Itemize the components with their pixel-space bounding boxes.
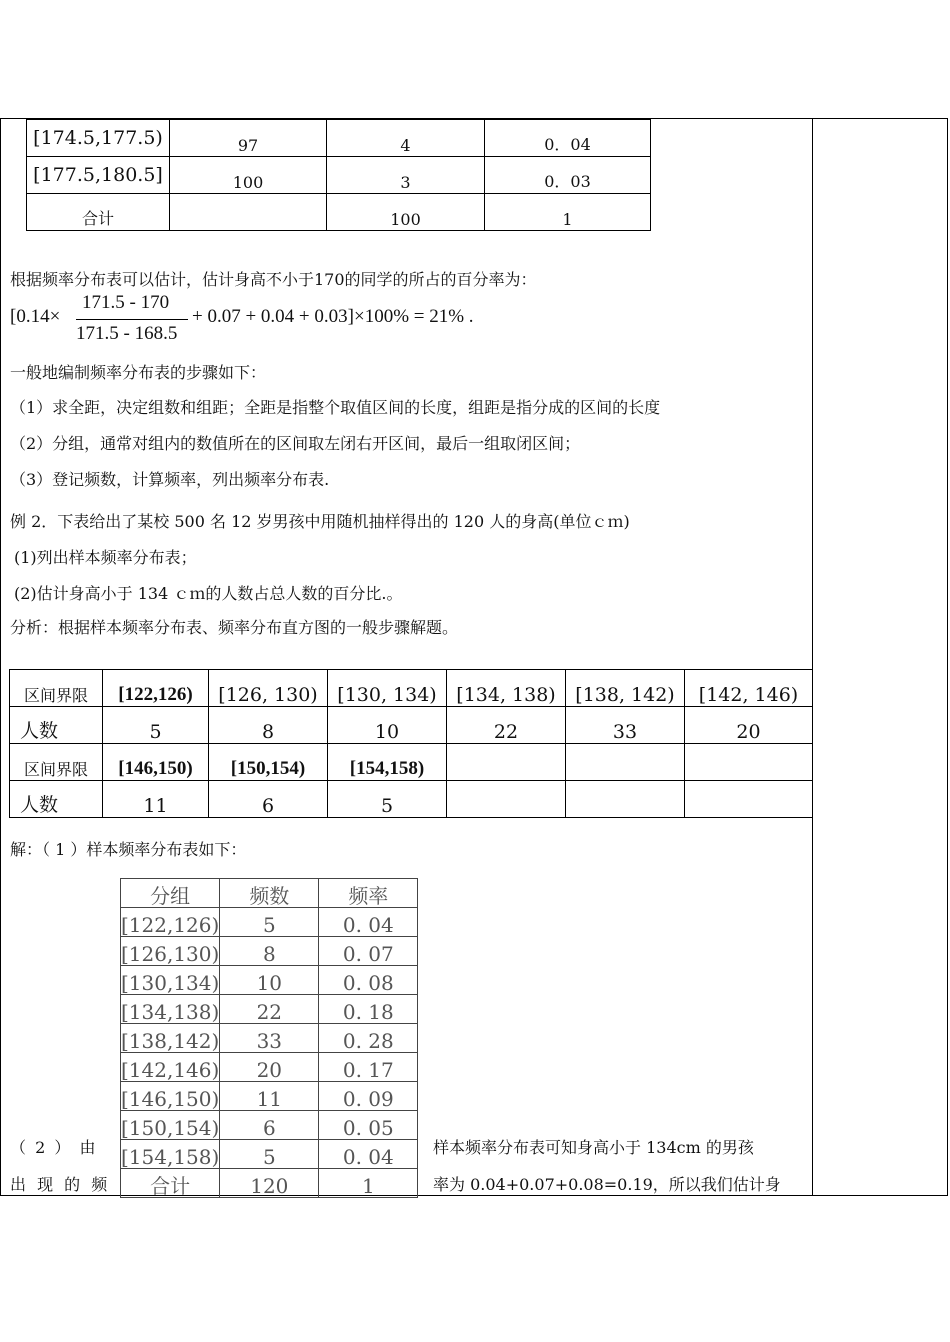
freq-cell: 0. 08: [319, 966, 418, 995]
freq-cell: 1: [485, 194, 651, 231]
steps-title: 一般地编制频率分布表的步骤如下：: [10, 363, 267, 382]
interval-cell: [146,150): [103, 744, 209, 781]
table-row: [121, 1140, 418, 1169]
freq-cell: 0. 07: [319, 937, 418, 966]
count-cell: 33: [220, 1024, 319, 1053]
freq-cell: 0. 05: [319, 1111, 418, 1140]
example-height-table: [9, 669, 813, 818]
top-frequency-table: [26, 119, 651, 231]
group-cell: [138,142): [121, 1024, 220, 1053]
header-cell: 频数: [220, 879, 319, 908]
group-cell: [150,154): [121, 1111, 220, 1140]
count-cell: 20: [220, 1053, 319, 1082]
count-cell: 5: [103, 707, 209, 744]
count-cell: [566, 781, 685, 818]
count-cell: 11: [220, 1082, 319, 1111]
freq-cell: 0．03: [485, 157, 651, 194]
interval-cell: [685, 744, 813, 781]
interval-cell: [174.5,177.5): [27, 120, 170, 157]
freq-cell: 0. 04: [319, 1140, 418, 1169]
formula-numerator: 171.5 - 170: [82, 292, 170, 313]
interval-cell: [566, 744, 685, 781]
step-3: （3）登记频数，计算频率，列出频率分布表.: [10, 470, 330, 489]
interval-cell: [447, 744, 566, 781]
table-row: [27, 120, 651, 157]
row-label: 区间界限: [10, 744, 103, 781]
estimate-paragraph: 根据频率分布表可以估计，估计身高不小于170的同学的所占的百分率为：: [10, 270, 537, 289]
header-cell: 频率: [319, 879, 418, 908]
cumulative-cell: [170, 194, 327, 231]
row-label: 人数: [10, 781, 103, 818]
group-cell: [154,158): [121, 1140, 220, 1169]
table-row: [121, 966, 418, 995]
formula-left: [0.14×: [10, 306, 61, 327]
example-question-1: (1)列出样本频率分布表；: [14, 548, 197, 567]
count-cell: 10: [328, 707, 447, 744]
count-cell: 120: [220, 1169, 319, 1198]
interval-cell: [134, 138): [447, 670, 566, 707]
count-cell: 22: [447, 707, 566, 744]
count-cell: 5: [220, 1140, 319, 1169]
interval-cell: [126, 130): [209, 670, 328, 707]
interval-cell: [142, 146): [685, 670, 813, 707]
count-cell: 3: [327, 157, 485, 194]
fraction-bar: [76, 319, 188, 320]
freq-cell: 0. 09: [319, 1082, 418, 1111]
part2-left-line1: （ 2 ） 由: [10, 1138, 98, 1157]
table-row: [121, 1053, 418, 1082]
count-cell: 4: [327, 120, 485, 157]
total-label-cell: 合计: [27, 194, 170, 231]
group-cell: [134,138): [121, 995, 220, 1024]
group-cell: [126,130): [121, 937, 220, 966]
interval-cell: [154,158): [328, 744, 447, 781]
table-row: [121, 937, 418, 966]
part2-right-line1: 样本频率分布表可知身高小于 134cm 的男孩: [433, 1138, 754, 1157]
part2-right-line2: 率为 0.04+0.07+0.08=0.19，所以我们估计身: [433, 1175, 781, 1194]
step-1: （1）求全距，决定组数和组距；全距是指整个取值区间的长度，组距是指分成的区间的长度: [10, 398, 661, 417]
table-row: [121, 1024, 418, 1053]
formula-denominator: 171.5 - 168.5: [76, 323, 178, 344]
row-label: 区间界限: [10, 670, 103, 707]
column-separator: [812, 118, 813, 1196]
count-cell: 8: [220, 937, 319, 966]
count-cell: 100: [327, 194, 485, 231]
part2-left-line2: 出 现 的 频: [10, 1175, 111, 1194]
count-cell: 22: [220, 995, 319, 1024]
table-row: [121, 908, 418, 937]
count-cell: 6: [220, 1111, 319, 1140]
count-cell: [685, 781, 813, 818]
freq-cell: 0．04: [485, 120, 651, 157]
table-row: [10, 670, 813, 707]
freq-cell: 0. 28: [319, 1024, 418, 1053]
solution-title: 解：（ 1 ）样本频率分布表如下：: [10, 840, 247, 859]
interval-cell: [122,126): [103, 670, 209, 707]
interval-cell: [177.5,180.5]: [27, 157, 170, 194]
analysis-text: 分析：根据样本频率分布表、频率分布直方图的一般步骤解题。: [10, 618, 459, 637]
count-cell: 11: [103, 781, 209, 818]
group-cell: [142,146): [121, 1053, 220, 1082]
count-cell: 10: [220, 966, 319, 995]
table-row: [121, 1111, 418, 1140]
cumulative-cell: 100: [170, 157, 327, 194]
sample-frequency-table: [120, 878, 418, 1198]
table-row: [10, 744, 813, 781]
header-cell: 分组: [121, 879, 220, 908]
example-title: 例 2．下表给出了某校 500 名 12 岁男孩中用随机抽样得出的 120 人的身高(单位ｃｍ): [10, 512, 630, 531]
group-cell: [122,126): [121, 908, 220, 937]
table-row: [27, 194, 651, 231]
interval-cell: [150,154): [209, 744, 328, 781]
freq-cell: 0. 04: [319, 908, 418, 937]
interval-cell: [138, 142): [566, 670, 685, 707]
count-cell: [447, 781, 566, 818]
count-cell: 8: [209, 707, 328, 744]
count-cell: 33: [566, 707, 685, 744]
cumulative-cell: 97: [170, 120, 327, 157]
table-header-row: [121, 879, 418, 908]
group-cell: [146,150): [121, 1082, 220, 1111]
freq-cell: 0. 17: [319, 1053, 418, 1082]
table-row: [10, 781, 813, 818]
table-row: [121, 995, 418, 1024]
count-cell: 20: [685, 707, 813, 744]
table-row: [27, 157, 651, 194]
count-cell: 5: [220, 908, 319, 937]
count-cell: 6: [209, 781, 328, 818]
interval-cell: [130, 134): [328, 670, 447, 707]
table-row: [121, 1169, 418, 1198]
row-label: 人数: [10, 707, 103, 744]
freq-cell: 1: [319, 1169, 418, 1198]
group-cell: 合计: [121, 1169, 220, 1198]
table-row: [121, 1082, 418, 1111]
formula-right: + 0.07 + 0.04 + 0.03]×100% = 21% .: [192, 306, 474, 327]
group-cell: [130,134): [121, 966, 220, 995]
freq-cell: 0. 18: [319, 995, 418, 1024]
table-row: [10, 707, 813, 744]
count-cell: 5: [328, 781, 447, 818]
example-question-2: (2)估计身高小于 134 ｃｍ的人数占总人数的百分比.。: [14, 584, 403, 603]
step-2: （2）分组，通常对组内的数值所在的区间取左闭右开区间，最后一组取闭区间；: [10, 434, 581, 453]
